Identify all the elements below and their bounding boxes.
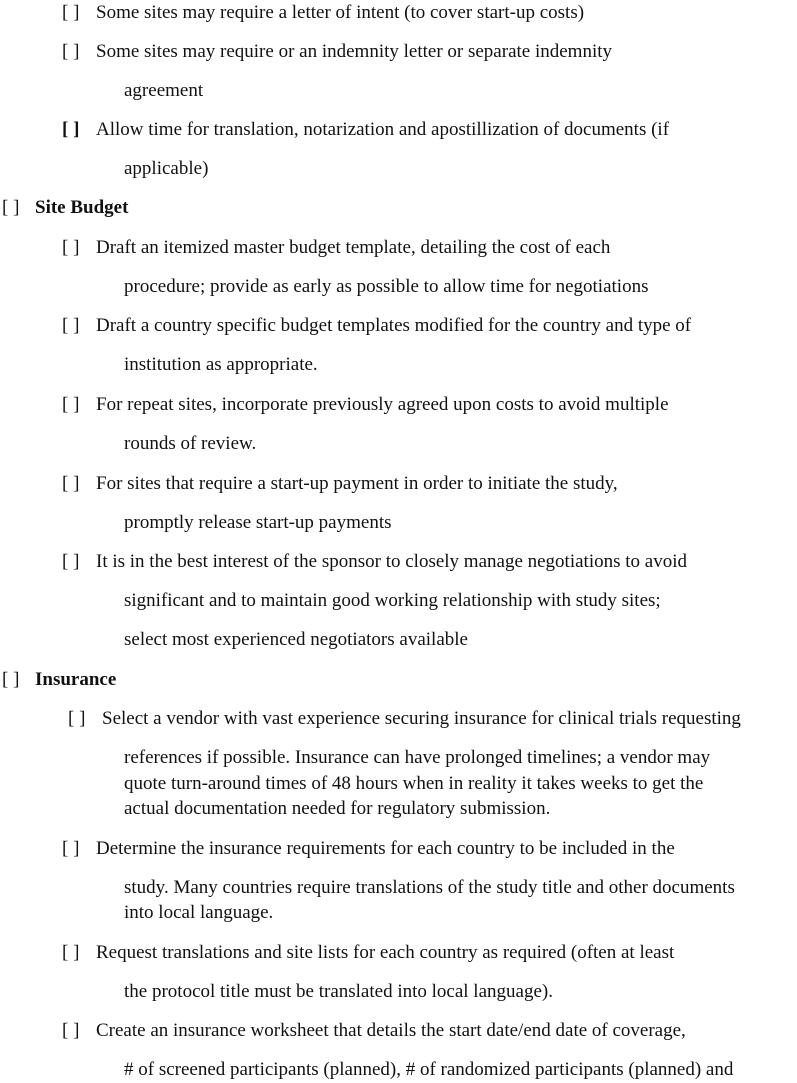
item-text-continued: quote turn-around times of 48 hours when in reality it takes weeks to get the	[124, 773, 704, 794]
item-text: Some sites may require a letter of intent (to cover start-up costs)	[96, 2, 585, 23]
item-text: Determine the insurance requirements for each country to be included in the	[96, 838, 675, 859]
item-text: Draft an itemized master budget template, detailing the cost of each	[96, 237, 611, 258]
item-text-continued: applicable)	[124, 158, 209, 179]
checkbox[interactable]: [ ]	[62, 1020, 80, 1041]
item-text: Allow time for translation, notarization and apostillization of documents (if	[96, 119, 670, 140]
item-text: Create an insurance worksheet that details the start date/end date of coverage,	[96, 1020, 686, 1041]
item-text-continued: the protocol title must be translated into local language).	[124, 981, 553, 1002]
item-text: Some sites may require or an indemnity letter or separate indemnity	[96, 41, 613, 62]
item-text-continued: institution as appropriate.	[124, 354, 318, 375]
item-text-continued: promptly release start-up payments	[124, 512, 392, 533]
item-text-continued: significant and to maintain good working relationship with study sites;	[124, 590, 661, 611]
checkbox[interactable]: [ ]	[62, 838, 80, 859]
item-text-continued: # of screened participants (planned), # of randomized participants (planned) and	[124, 1059, 734, 1080]
item-text-continued: agreement	[124, 80, 204, 101]
item-text-continued: procedure; provide as early as possible to allow time for negotiations	[124, 276, 649, 297]
checkbox[interactable]: [ ]	[62, 119, 80, 140]
item-text: Request translations and site lists for each country as required (often at least	[96, 942, 675, 963]
section-checkbox[interactable]: [ ]	[2, 669, 20, 690]
item-text-continued: references if possible. Insurance can have prolonged timelines; a vendor may	[124, 747, 711, 768]
checkbox[interactable]: [ ]	[62, 2, 80, 23]
section-heading: Insurance	[35, 669, 117, 690]
item-text-continued: select most experienced negotiators available	[124, 629, 468, 650]
item-text: It is in the best interest of the sponsor to closely manage negotiations to avoid	[96, 551, 687, 572]
section-heading: Site Budget	[35, 197, 129, 218]
item-text-continued: study. Many countries require translations of the study title and other documents	[124, 877, 735, 898]
item-text: For sites that require a start-up payment in order to initiate the study,	[96, 473, 618, 494]
item-text-continued: actual documentation needed for regulatory submission.	[124, 798, 551, 819]
item-text: Draft a country specific budget templates modified for the country and type of	[96, 315, 692, 336]
checkbox[interactable]: [ ]	[62, 394, 80, 415]
checkbox[interactable]: [ ]	[62, 41, 80, 62]
checkbox[interactable]: [ ]	[62, 473, 80, 494]
checkbox[interactable]: [ ]	[62, 551, 80, 572]
item-text: For repeat sites, incorporate previously agreed upon costs to avoid multiple	[96, 394, 669, 415]
section-checkbox[interactable]: [ ]	[2, 197, 20, 218]
checkbox[interactable]: [ ]	[68, 708, 86, 729]
checkbox[interactable]: [ ]	[62, 315, 80, 336]
item-text-continued: rounds of review.	[124, 433, 257, 454]
checkbox[interactable]: [ ]	[62, 942, 80, 963]
item-text-continued: into local language.	[124, 902, 274, 923]
item-text: Select a vendor with vast experience securing insurance for clinical trials requesting	[102, 708, 741, 729]
checkbox[interactable]: [ ]	[62, 237, 80, 258]
